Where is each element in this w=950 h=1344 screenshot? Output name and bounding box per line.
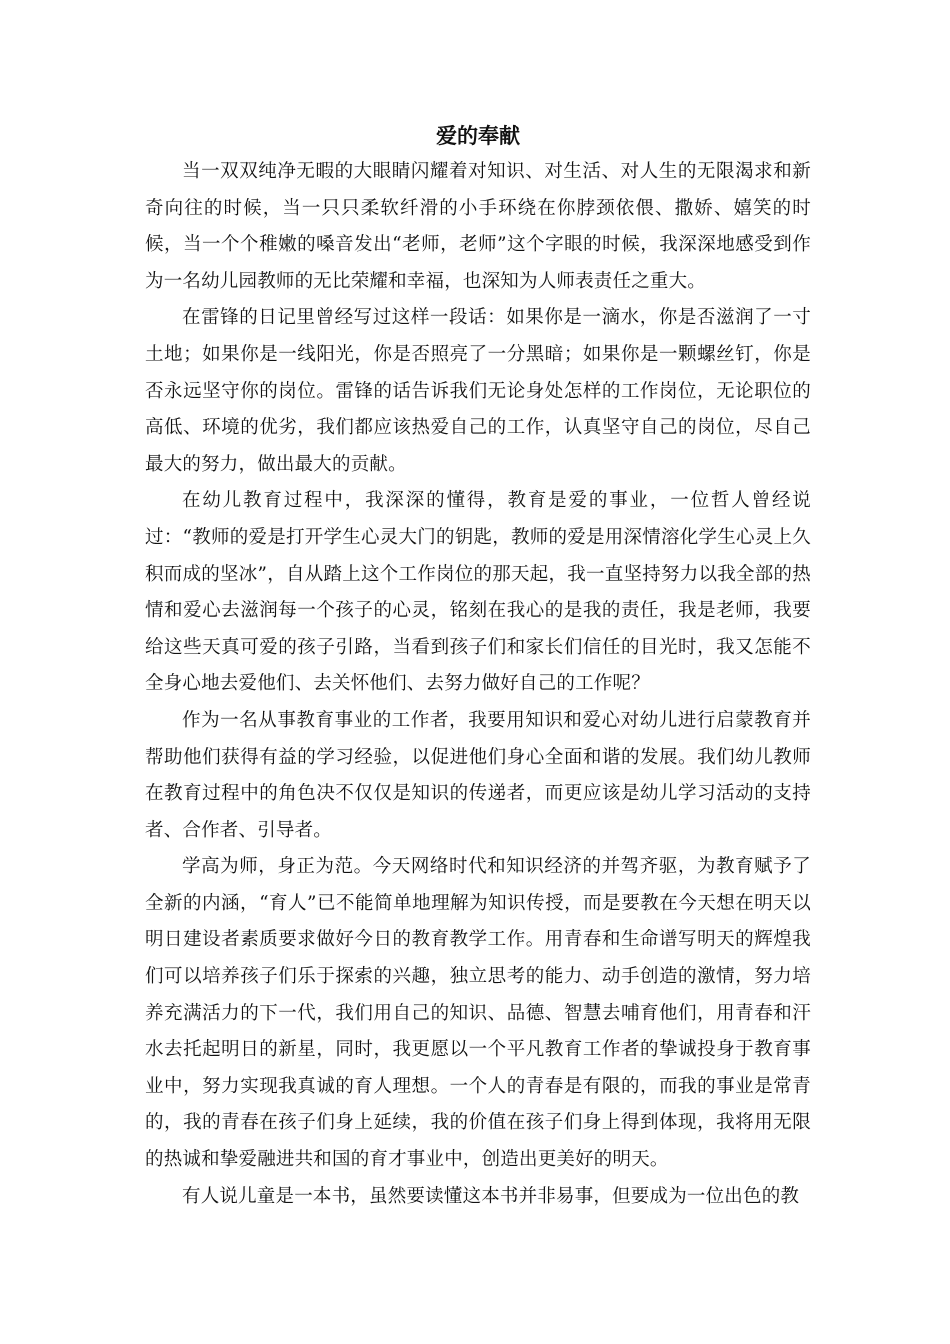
document-title: 爱的奉献 [436, 124, 520, 148]
paragraph-4: 作为一名从事教育事业的工作者，我要用知识和爱心对幼儿进行启蒙教育并帮助他们获得有益的学习经验，以促进他们身心全面和谐的发展。我们幼儿教师在教育过程中的角色决不仅仅是知识的传递者，而更应该是幼儿学习活动的支持者、合作者、引导者。 [145, 709, 811, 841]
paragraph-2: 在雷锋的日记里曾经写过这样一段话：如果你是一滴水，你是否滋润了一寸土地；如果你是一线阳光，你是否照亮了一分黑暗；如果你是一颗螺丝钉，你是否永远坚守你的岗位。雷锋的话告诉我们无论身处怎样的工作岗位，无论职位的高低、环境的优劣，我们都应该热爱自己的工作，认真坚守自己的岗位，尽自己最大的努力，做出最大的贡献。 [145, 307, 811, 475]
document-body [145, 118, 811, 1215]
paragraph-5: 学高为师，身正为范。今天网络时代和知识经济的并驾齐驱，为教育赋予了全新的内涵，“育人”已不能简单地理解为知识传授，而是要教在今天想在明天以明日建设者素质要求做好今日的教育教学工作。用青春和生命谱写明天的辉煌我们可以培养孩子们乐于探索的兴趣，独立思考的能力、动手创造的激情，努力培养充满活力的下一代，我们用自己的知识、品德、智慧去哺育他们，用青春和汗水去托起明日的新星，同时，我更愿以一个平凡教育工作者的挚诚投身于教育事业中，努力实现我真诚的育人理想。一个人的青春是有限的，而我的事业是常青的，我的青春在孩子们身上延续，我的价值在孩子们身上得到体现，我将用无限的热诚和挚爱融进共和国的育才事业中，创造出更美好的明天。 [145, 856, 811, 1171]
paragraph-1: 当一双双纯净无暇的大眼睛闪耀着对知识、对生活、对人生的无限渴求和新奇向往的时候，当一只只柔软纤滑的小手环绕在你脖颈依偎、撒娇、嬉笑的时候，当一个个稚嫩的嗓音发出“老师，老师”这个字眼的时候，我深深地感受到作为一名幼儿园教师的无比荣耀和幸福，也深知为人师表责任之重大。 [145, 161, 811, 292]
paragraph-3: 在幼儿教育过程中，我深深的懂得，教育是爱的事业，一位哲人曾经说过：“教师的爱是打开学生心灵大门的钥匙，教师的爱是用深情溶化学生心灵上久积而成的坚冰”，自从踏上这个工作岗位的那天起，我一直坚持努力以我全部的热情和爱心去滋润每一个孩子的心灵，铭刻在我心的是我的责任，我是老师，我要给这些天真可爱的孩子引路，当看到孩子们和家长们信任的目光时，我又怎能不全身心地去爱他们、去关怀他们、去努力做好自己的工作呢？ [145, 490, 811, 695]
paragraph-6: 有人说儿童是一本书，虽然要读懂这本书并非易事，但要成为一位出色的教 [182, 1185, 800, 1207]
